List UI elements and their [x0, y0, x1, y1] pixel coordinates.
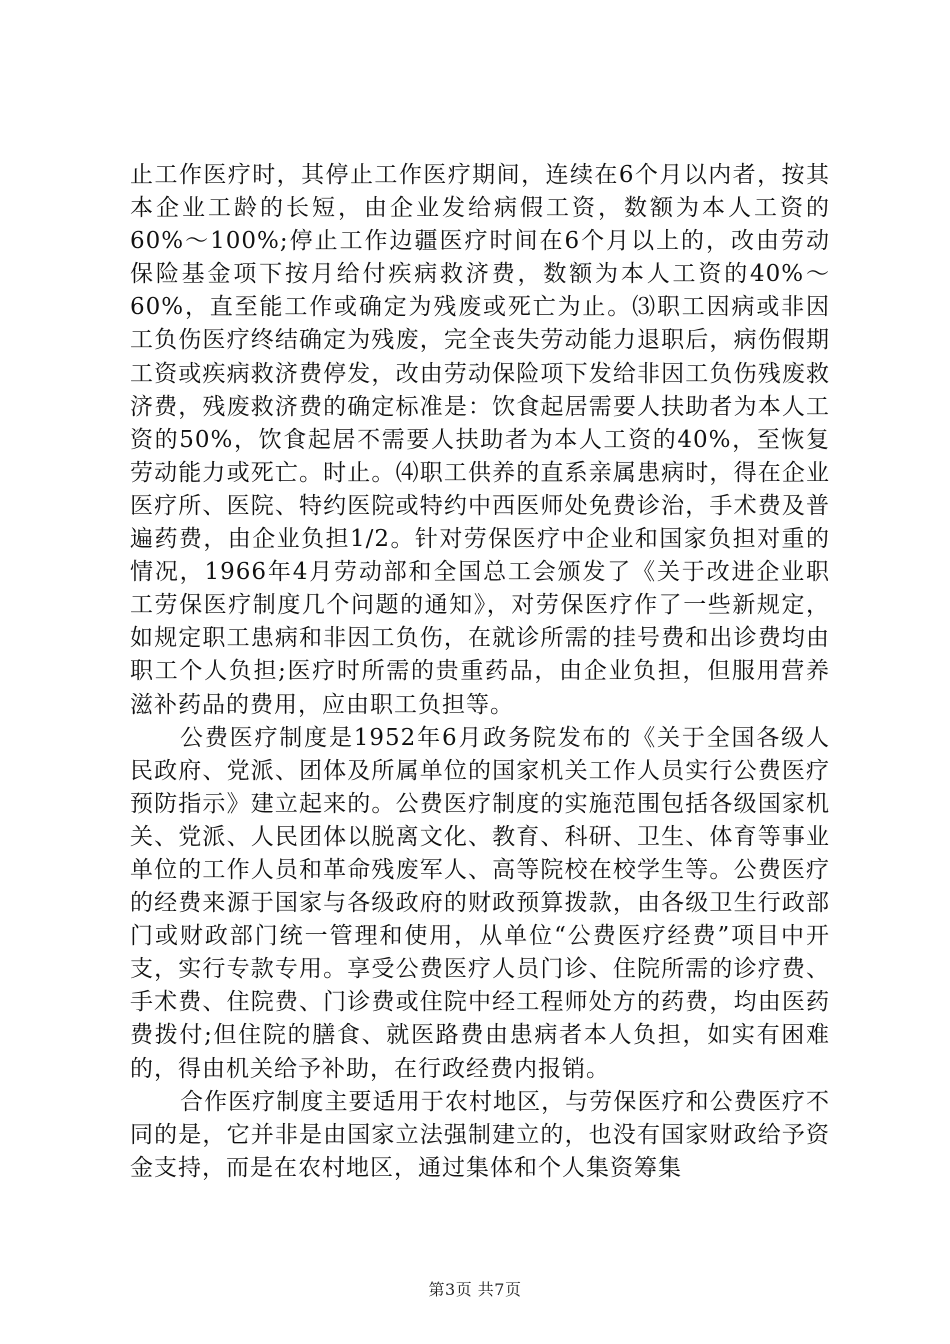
page-footer: 第3页 共7页: [428, 1280, 522, 1299]
paragraph-public-medical: 公费医疗制度是1952年6月政务院发布的《关于全国各级人民政府、党派、团体及所属单位的国家机关工作人员实行公费医疗预防指示》建立起来的。公费医疗制度的实施范围包括各级国家机关、党派、人民团体以脱离文化、教育、科研、卫生、体育等事业单位的工作人员和革命残废军人、高等院校在校学生等。公费医疗的经费来源于国家与各级政府的财政预算拨款，由各级卫生行政部门或财政部门统一管理和使用，从单位“公费医疗经费”项目中开支，实行专款专用。享受公费医疗人员门诊、住院所需的诊疗费、手术费、住院费、门诊费或住院中经工程师处方的药费，均由医药费拨付;但住院的膳食、就医路费由患病者本人负担，如实有困难的，得由机关给予补助，在行政经费内报销。: [130, 724, 830, 1082]
paragraph-continued: 止工作医疗时，其停止工作医疗期间，连续在6个月以内者，按其本企业工龄的长短，由企业发给病假工资，数额为本人工资的60%～100%;停止工作边疆医疗时间在6个月以上的，改由劳动保险基金项下按月给付疾病救济费，数额为本人工资的40%～60%，直至能工作或确定为残废或死亡为止。⑶职工因病或非因工负伤医疗终结确定为残废，完全丧失劳动能力退职后，病伤假期工资或疾病救济费停发，改由劳动保险项下发给非因工负伤残废救济费，残废救济费的确定标准是：饮食起居需要人扶助者为本人工资的50%，饮食起居不需要人扶助者为本人工资的40%，至恢复劳动能力或死亡。时止。⑷职工供养的直系亲属患病时，得在企业医疗所、医院、特约医院或特约中西医师处免费诊治，手术费及普遍药费，由企业负担1/2。针对劳保医疗中企业和国家负担对重的情况，1966年4月劳动部和全国总工会颁发了《关于改进企业职工劳保医疗制度几个问题的通知》，对劳保医疗作了一些新规定，如规定职工患病和非因工负伤，在就诊所需的挂号费和出诊费均由职工个人负担;医疗时所需的贵重药品，由企业负担，但服用营养滋补药品的费用，应由职工负担等。: [130, 162, 830, 718]
paragraph-cooperative-medical: 合作医疗制度主要适用于农村地区，与劳保医疗和公费医疗不同的是，它并非是由国家立法强制建立的，也没有国家财政给予资金支持，而是在农村地区，通过集体和个人集资筹集: [130, 1088, 830, 1181]
document-body: [130, 159, 830, 1185]
